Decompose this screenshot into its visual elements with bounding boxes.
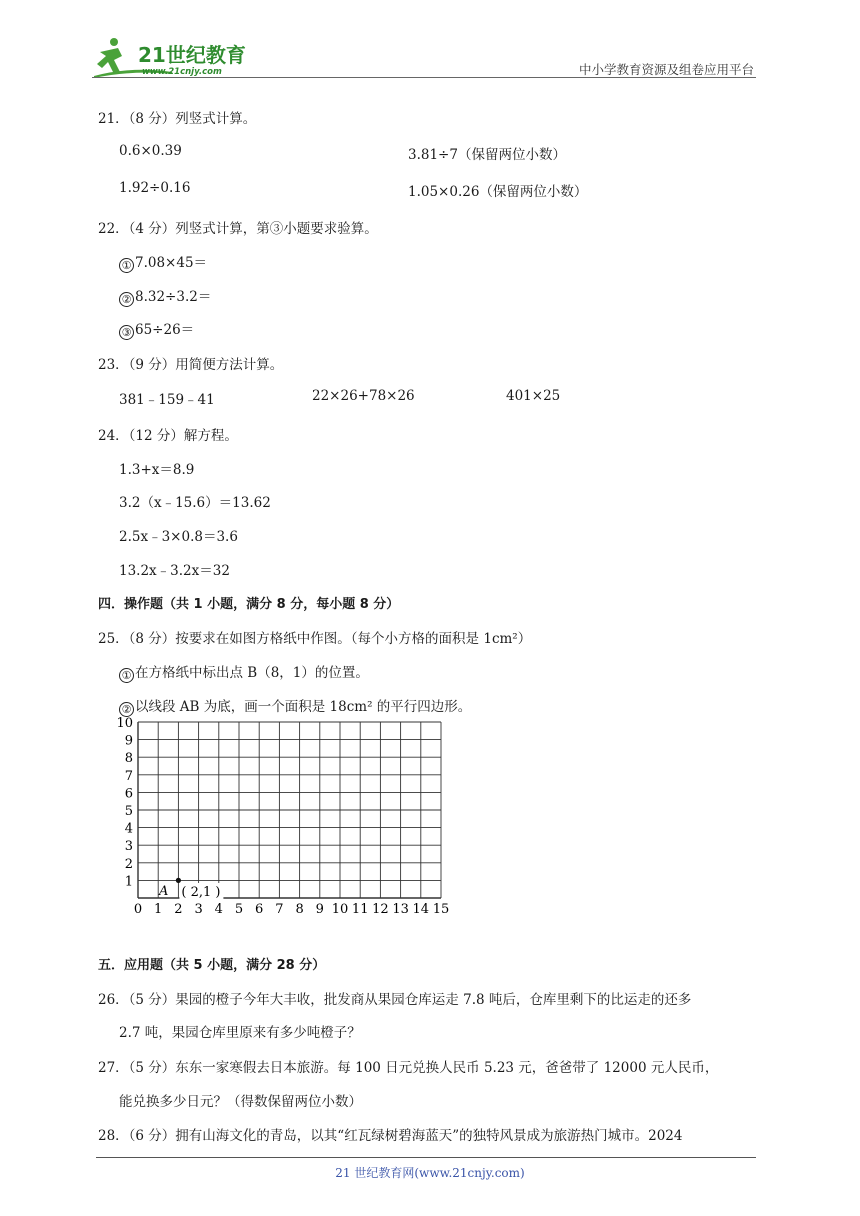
logo-subtext: www.21cnjy.com [142,67,222,77]
q22-number-1: ① [119,258,134,273]
q27-line-1: 27．（5 分）东东一家寒假去日本旅游。每 100 日元兑换人民币 5.23 元，爸爸带了 12000 元人民币， [98,1060,719,1076]
point-a-marker [176,878,181,883]
x-axis-label: 5 [234,902,244,917]
coordinate-grid [112,716,457,938]
q25-number-2: ② [119,702,134,717]
y-axis-label: 2 [124,856,133,872]
y-axis-label: 6 [124,786,133,802]
header-platform-label: 中小学教育资源及组卷应用平台 [578,62,754,77]
q21-d: 1.05×0.26（保留两位小数） [408,184,588,200]
point-a-coordinates: ( 2,1 ) [181,885,221,900]
q22-number-3: ③ [119,325,134,340]
point-a-label: A [159,884,169,899]
q22-b: 8.32÷3.2＝ [135,289,212,305]
q23-b: 22×26+78×26 [312,388,415,404]
x-axis-label: 6 [255,902,264,917]
q23-title: 23．（9 分）用简便方法计算。 [98,357,284,373]
q25-b: 以线段 AB 为底，画一个面积是 18cm² 的平行四边形。 [135,699,472,715]
q24-d: 13.2x﹣3.2x＝32 [119,563,230,579]
x-axis-label: 7 [275,902,284,917]
q22-title: 22．（4 分）列竖式计算，第③小题要求验算。 [98,221,378,237]
q24-a: 1.3+x＝8.9 [119,462,195,478]
y-axis-label: 8 [124,751,133,767]
q22-number-2: ② [119,292,134,307]
y-axis-label: 9 [124,733,133,749]
q23-a: 381﹣159﹣41 [119,392,215,408]
y-axis-label: 4 [124,821,133,837]
x-axis-label: 14 [412,902,430,917]
q21-c: 1.92÷0.16 [119,180,191,196]
q22-item-2 [119,285,211,307]
x-axis-label: 4 [214,902,223,917]
q24-c: 2.5x﹣3×0.8＝3.6 [119,529,238,545]
header-divider [92,77,756,78]
x-axis-label: 2 [174,902,183,917]
y-axis-label: 7 [124,768,133,784]
q24-title: 24．（12 分）解方程。 [98,428,238,444]
q24-b: 3.2（x﹣15.6）＝13.62 [119,495,271,511]
q26-line-2: 2.7 吨，果园仓库里原来有多少吨橙子？ [119,1025,361,1041]
section-5-heading: 五．应用题（共 5 小题，满分 28 分） [98,958,326,973]
x-axis-label: 8 [295,902,304,917]
q21-title: 21．（8 分）列竖式计算。 [98,111,257,127]
y-axis-label: 10 [116,716,133,731]
x-axis-label: 13 [392,902,409,917]
x-axis-label: 10 [331,902,349,917]
x-axis-label: 11 [351,902,369,917]
q25-number-1: ① [119,668,134,683]
q22-a: 7.08×45＝ [135,255,208,271]
q26-line-1: 26．（5 分）果园的橙子今年大丰收，批发商从果园仓库运走 7.8 吨后，仓库里剩下的比运走的还多 [98,992,692,1008]
q27-line-2: 能兑换多少日元？（得数保留两位小数） [119,1094,362,1110]
y-axis-label: 1 [124,874,133,890]
x-axis-label: 12 [372,902,389,917]
q25-title: 25．（8 分）按要求在如图方格纸中作图。（每个小方格的面积是 1cm²） [98,631,532,647]
logo-text: 21世纪教育 [138,43,246,67]
q21-b: 3.81÷7（保留两位小数） [408,147,566,163]
q23-c: 401×25 [506,388,561,404]
q22-item-3 [119,318,194,340]
q25-item-1 [119,661,369,683]
footer-divider [96,1157,756,1158]
q21-a: 0.6×0.39 [119,143,182,159]
y-axis-label: 5 [124,804,133,819]
q22-item-1 [119,251,207,273]
q25-a: 在方格纸中标出点 B（8，1）的位置。 [135,665,369,681]
x-axis-label: 1 [154,902,163,917]
q28-line-1: 28．（6 分）拥有山海文化的青岛，以其“红瓦绿树碧海蓝天”的独特风景成为旅游热门城市。2024 [98,1128,683,1144]
q22-c: 65÷26＝ [135,322,195,338]
section-4-heading: 四．操作题（共 1 小题，满分 8 分，每小题 8 分） [98,597,400,612]
x-axis-label: 9 [315,902,324,917]
x-axis-label: 3 [194,902,203,917]
y-axis-label: 3 [124,839,133,855]
x-axis-label: 15 [432,902,450,917]
q25-item-2 [119,695,471,717]
x-axis-label: 0 [133,902,143,917]
footer-site-link[interactable]: 21 世纪教育网(www.21cnjy.com) [335,1166,525,1180]
site-logo [92,36,262,80]
